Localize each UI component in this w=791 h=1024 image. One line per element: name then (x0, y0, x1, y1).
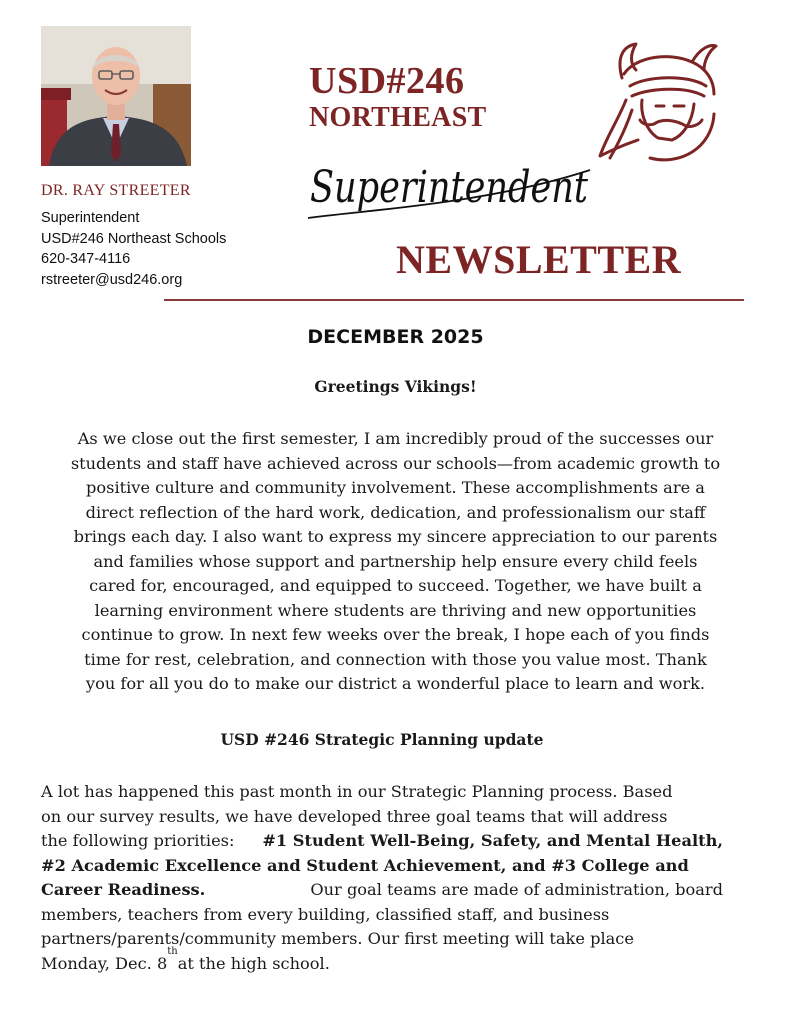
paragraph-line (41, 805, 723, 830)
line-text: the following priorities: (41, 831, 235, 850)
line-text: Monday, Dec. 8 (41, 953, 168, 973)
priority-2-3-text: #2 Academic Excellence and Student Achievement, and #3 College and (41, 855, 689, 875)
contact-phone: 620-347-4116 (41, 251, 131, 267)
masthead-newsletter: NEWSLETTER (396, 237, 682, 282)
superintendent-photo (41, 26, 191, 166)
paragraph-line (41, 780, 723, 805)
masthead-script-title (306, 140, 596, 240)
greeting-title: Greetings Vikings! (314, 377, 477, 396)
paragraph-line (41, 927, 723, 952)
superintendent-name: DR. RAY STREETER (41, 182, 191, 199)
contact-title: Superintendent (41, 210, 140, 226)
strategic-planning-heading: USD #246 Strategic Planning update (220, 730, 544, 749)
portrait-icon (41, 26, 191, 166)
greeting-line: brings each day. I also want to express my sincere appreciation to our parents (73, 527, 718, 546)
contact-block (41, 208, 226, 290)
contact-email: rstreeter@usd246.org (41, 271, 183, 288)
viking-logo (596, 40, 740, 168)
greeting-line: time for rest, celebration, and connection with those you value most. Thank (84, 649, 707, 669)
line-text: at the high school. (177, 953, 330, 973)
greeting-line: you for all you do to make our district a wonderful place to learn and work. (85, 674, 706, 693)
greeting-line: As we close out the first semester, I am incredibly proud of the successes our (77, 429, 714, 448)
greeting-line: cared for, encouraged, and equipped to succeed. Together, we have built a (89, 576, 702, 595)
paragraph-line (41, 854, 723, 879)
greeting-line: continue to grow. In next few weeks over the break, I hope each of you finds (81, 625, 710, 644)
line-text: A lot has happened this past month in our Strategic Planning process. Based (41, 782, 673, 801)
greeting-line: direct reflection of the hard work, dedication, and professionalism our staff (85, 502, 706, 522)
greeting-paragraph (36, 427, 755, 697)
paragraph-line (41, 878, 723, 903)
contact-org: USD#246 Northeast Schools (41, 230, 227, 247)
paragraph-line (41, 829, 723, 854)
strategic-planning-paragraph (41, 780, 723, 976)
masthead-district: USD#246 (309, 60, 465, 102)
priority-1-text: #1 Student Well-Being, Safety, and Mental Health, (262, 831, 723, 850)
greeting-line: and families whose support and partnership help ensure every child feels (93, 551, 698, 571)
header-divider (164, 299, 744, 301)
line-text: Our goal teams are made of administration, board (310, 880, 723, 899)
issue-date: DECEMBER 2025 (307, 326, 484, 348)
paragraph-line (41, 945, 723, 977)
greeting-line: learning environment where students are thriving and new opportunities (94, 600, 697, 620)
paragraph-line (41, 903, 723, 928)
priority-3-end-text: Career Readiness. (41, 880, 206, 899)
viking-head-icon (600, 44, 716, 160)
line-text: members, teachers from every building, classified staff, and business (41, 904, 610, 924)
line-text: on our survey results, we have developed three goal teams that will address (41, 806, 668, 826)
greeting-line: positive culture and community involvement. These accomplishments are a (86, 478, 705, 497)
line-text: partners/parents/community members. Our first meeting will take place (41, 929, 634, 948)
ordinal-suffix: th (167, 945, 178, 957)
script-title-text: Superintendent (310, 162, 589, 213)
greeting-line: students and staff have achieved across our schools—from academic growth to (70, 453, 721, 473)
masthead-northeast: NORTHEAST (309, 102, 487, 133)
